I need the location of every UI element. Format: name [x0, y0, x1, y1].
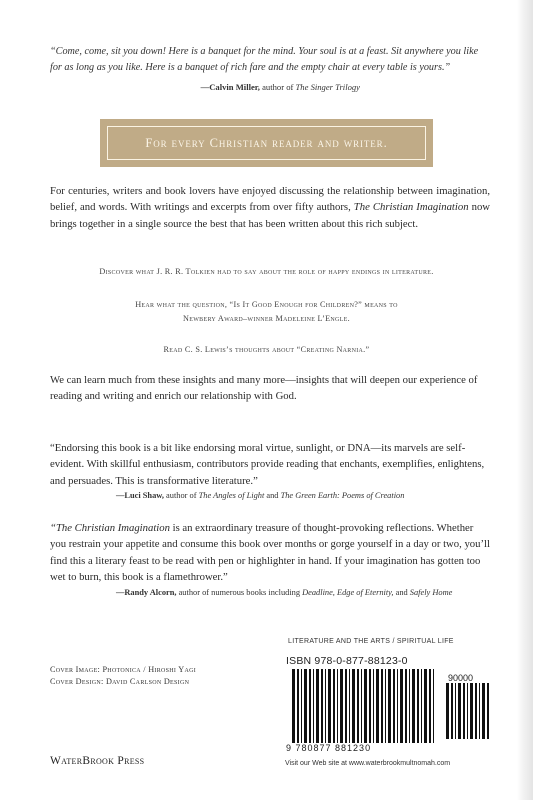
top-quote-author: —Calvin Miller, [200, 82, 260, 92]
cover-design-credit: Cover Design: David Carlson Design [50, 677, 190, 686]
alcorn-author: —Randy Alcorn, [116, 587, 177, 597]
highlight-lewis: Read C. S. Lewis’s thoughts about “Creating Narnia.” [163, 345, 370, 354]
top-quote-text: “Come, come, sit you down! Here is a banquet for the mind. Your soul is at a feast. Sit anywhere you like for as long as you like. Here is a banquet of rich fare and the empty chair at every table is yours.” [50, 46, 479, 73]
publisher-logo-text: WaterBrook Press [50, 755, 145, 767]
alcorn-author-role: author of numerous books including [178, 587, 301, 597]
shaw-endorsement [50, 440, 490, 503]
spine-shadow [517, 0, 533, 800]
shaw-book-2: The Green Earth: Poems of Creation [280, 491, 405, 501]
alcorn-quote-title: “The Christian Imagination [50, 522, 170, 534]
ean-barcode-icon [292, 669, 438, 743]
top-quote-author-role: author of [262, 82, 294, 92]
shaw-conj: and [266, 491, 279, 501]
highlight-lengle-1: Hear what the question, “Is It Good Enough for Children?” means to [135, 300, 398, 309]
alcorn-attribution [50, 586, 490, 600]
highlight-lengle-2: Newbery Award–winner Madeleine L’Engle. [183, 314, 350, 323]
intro-part1: For centuries, writers and book lovers have enjoyed discussing the relationship between imagination, belief, and words. With writings and excerpts from over fifty authors, [50, 185, 490, 214]
tagline-text: For every Christian reader and writer. [145, 135, 388, 150]
top-quote-book: The Singer Trilogy [295, 82, 360, 92]
intro-part2: now brings together in a single source the best that has been written about this rich subject. [50, 201, 490, 230]
top-quote-attribution [0, 82, 360, 92]
alcorn-book-last: Safely Home [409, 587, 453, 597]
shaw-book-1: The Angles of Light [198, 491, 265, 501]
category-label: LITERATURE AND THE ARTS / SPIRITUAL LIFE [288, 638, 454, 645]
barcode-block [286, 655, 506, 755]
shaw-attribution [50, 489, 490, 503]
ean-digits: 9 780877 881230 [286, 743, 372, 753]
intro-book-title: The Christian Imagination [353, 201, 469, 214]
alcorn-quote-text: is an extraordinary treasure of thought-provoking reflections. Whether you restrain your appetite and consume this book over months or gorge yourself in a day or two, you’ll find this a literary feast to be read with pen or highlighter in hand. If your imagination has gotten too wet to burn, this book is a flamethrower.” [50, 522, 490, 584]
shaw-author: —Luci Shaw, [116, 491, 164, 501]
cover-credits [50, 664, 196, 688]
isbn-number: ISBN 978-0-877-88123-0 [286, 655, 408, 667]
price-barcode-icon [446, 683, 492, 739]
shaw-author-role: author of [166, 491, 197, 501]
top-endorsement-quote [50, 44, 490, 76]
tagline-banner [100, 119, 433, 167]
summary-paragraph: We can learn much from these insights and many more—insights that will deepen our experience of reading and writing and enrich our relationship with God. [50, 374, 478, 403]
tagline-banner-frame [107, 126, 426, 160]
alcorn-conj: and [395, 587, 408, 597]
alcorn-books: Deadline, Edge of Eternity, [302, 587, 394, 597]
intro-paragraph [50, 183, 490, 232]
shaw-quote-text: “Endorsing this book is a bit like endorsing moral virtue, sunlight, or DNA—its marvels are self-evident. With skillful enthusiasm, contributors provide reading that enchants, exemplifies, enlightens, and persuades. This is transformative literature.” [50, 442, 485, 487]
cover-image-credit: Cover Image: Photonica / Hiroshi Yagi [50, 665, 197, 674]
website-line: Visit our Web site at www.waterbrookmultnomah.com [285, 760, 451, 767]
price-code: 90000 [448, 673, 474, 683]
highlight-tolkien: Discover what J. R. R. Tolkien had to say about the role of happy endings in literature. [99, 267, 434, 276]
alcorn-endorsement [50, 520, 490, 600]
